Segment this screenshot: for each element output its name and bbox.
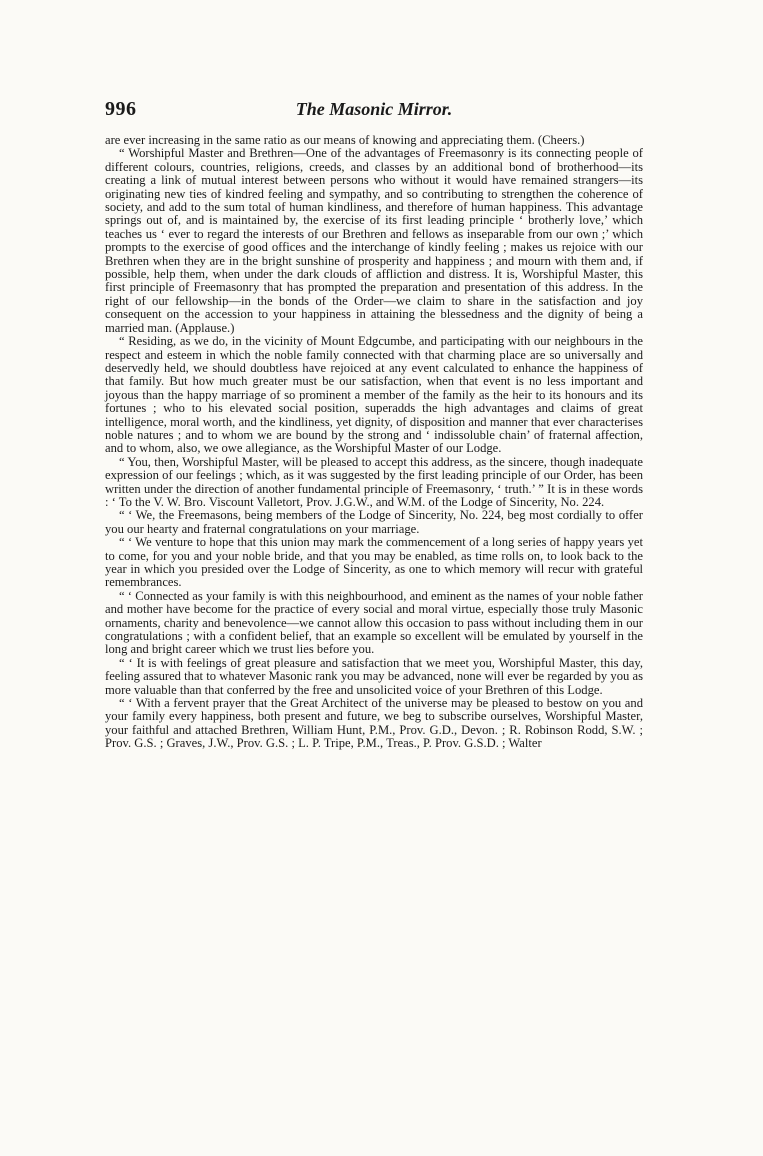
paragraph: “ ‘ We venture to hope that this union may mark the commencement of a long series of happy years yet to come, for you and your noble bride, and that you may be enabled, as time rolls on, to look back to the year in which you presided over the Lodge of Sincerity, as one to which memory will recur with grateful remembrances. <box>105 535 643 590</box>
paragraph: “ You, then, Worshipful Master, will be pleased to accept this address, as the sincere, though inadequate expression of our feelings ; which, as it was suggested by the first leading principle of our Order, has been written under the direction of another fundamental principle of Freemasonry, ‘ truth.’ ” It is in these words : ‘ To the V. W. Bro. Viscount Valletort, Prov. J.G.W., and W.M. of the Lodge of Sincerity, No. 224. <box>105 454 643 509</box>
paragraph: “ ‘ We, the Freemasons, being members of the Lodge of Sincerity, No. 224, beg most cordially to offer you our hearty and fraternal congratulations on your marriage. <box>105 508 643 536</box>
paragraph: “ ‘ With a fervent prayer that the Great Architect of the universe may be pleased to bestow on you and your family every happiness, both present and future, we beg to subscribe ourselves, Worshipful Master, your faithful and attached Brethren, William Hunt, P.M., Prov. G.D., Devon. ; R. Robinson Rodd, S.W. ; Prov. G.S. ; Graves, J.W., Prov. G.S. ; L. P. Tripe, P.M., Treas., P. Prov. G.S.D. ; Walter <box>105 696 643 751</box>
paragraph: “ ‘ Connected as your family is with this neighbourhood, and eminent as the names of your noble father and mother have become for the practice of every social and moral virtue, especially those truly Masonic ornaments, charity and benevolence—we cannot allow this occasion to pass without including them in our congratulations ; with a confident belief, that an example so excellent will be emulated by yourself in the long and bright career which we trust lies before you. <box>105 588 643 657</box>
paragraph: “ ‘ It is with feelings of great pleasure and satisfaction that we meet you, Worshipful Master, this day, feeling assured that to whatever Masonic rank you may be advanced, none will ever be regarded by you as more valuable than that conferred by the free and unsolicited voice of your Brethren of this Lodge. <box>105 655 643 697</box>
paragraph: “ Residing, as we do, in the vicinity of Mount Edgcumbe, and participating with our neighbours in the respect and esteem in which the noble family connected with that charming place are so universally and deservedly held, we should doubtless have rejoiced at any event calculated to enhance the happiness of that family. But how much greater must be our satisfaction, when that event is no less important and joyous than the happy marriage of so prominent a member of the family as the heir to its honours and its fortunes ; who to his elevated social position, superadds the high advantages and claims of great intelligence, moral worth, and the kindliness, yet dignity, of disposition and manner that ever characterises noble natures ; and to whom we are bound by the strong and ‘ indissoluble chain’ of fraternal affection, and to whom, also, we owe allegiance, as the Worshipful Master of our Lodge. <box>105 334 643 456</box>
document-page <box>105 98 643 751</box>
paragraph: are ever increasing in the same ratio as our means of knowing and appreciating them. (Cheers.) <box>105 133 585 147</box>
page-number: 996 <box>105 98 137 120</box>
page-header <box>105 98 643 134</box>
article-body <box>105 134 643 751</box>
running-title: The Masonic Mirror. <box>295 99 453 119</box>
paragraph: “ Worshipful Master and Brethren—One of the advantages of Freemasonry is its connecting people of different colours, countries, religions, creeds, and classes by an additional bond of brotherhood—its creating a link of mutual interest between persons who without it would have remained strangers—its originating new ties of kindred feeling and sympathy, and so contributing to strengthen the coherence of society, and add to the sum total of human kindliness, and therefore of human happiness. This advantage springs out of, and is maintained by, the exercise of its first leading principle ‘ brotherly love,’ which teaches us ‘ ever to regard the interests of our Brethren and fellows as inseparable from our own ;’ which prompts to the exercise of good offices and the interchange of kindly feeling ; makes us rejoice with our Brethren when they are in the bright sunshine of prosperity and happiness ; and mourn with them and, if possible, help them, when under the dark clouds of affliction and distress. It is, Worshipful Master, this first principle of Freemasonry that has prompted the preparation and presentation of this address. In the right of our fellowship—in the bonds of the Order—we claim to share in the satisfaction and joy consequent on the accession to your happiness in attaining the blessedness and the dignity of being a married man. (Applause.) <box>105 146 643 335</box>
